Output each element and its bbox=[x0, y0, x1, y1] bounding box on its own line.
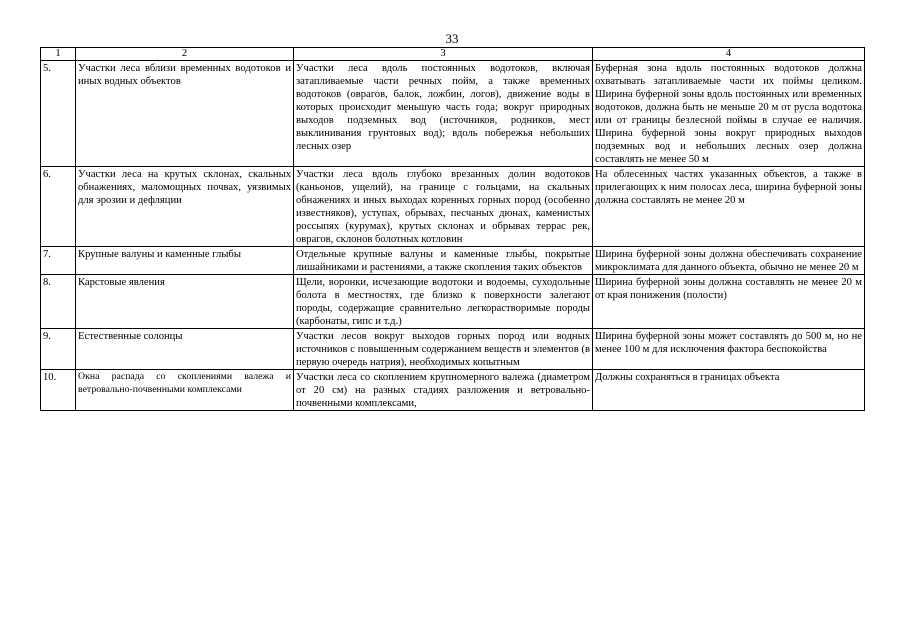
object-name: Участки леса на крутых склонах, скальных обнажениях, маломощных почвах, уязвимых для эрозии и дефляции bbox=[76, 167, 294, 247]
row-number: 10. bbox=[41, 370, 76, 411]
object-description: Участки леса со скоплением крупномерного валежа (диаметром от 20 см) на разных стадиях разложения и ветровально-почвенными комплексами, bbox=[294, 370, 593, 411]
page-number: 33 bbox=[445, 31, 459, 46]
object-name: Участки леса вблизи временных водотоков и иных водных объектов bbox=[76, 61, 294, 167]
table-header-row bbox=[41, 48, 865, 61]
object-name: Карстовые явления bbox=[76, 275, 294, 329]
object-name: Окна распада со скоплениями валежа и ветровально-почвенными комплексами bbox=[76, 370, 294, 411]
table-row bbox=[41, 61, 865, 167]
buffer-zone-requirement: Должны сохраняться в границах объекта bbox=[593, 370, 865, 411]
column-header-buffer: 4 bbox=[593, 48, 865, 61]
table-row bbox=[41, 275, 865, 329]
object-description: Участки леса вдоль постоянных водотоков, включая затапливаемые части речных пойм, а также временных водотоков (оврагов, балок, ложбин, логов), движение воды в которых происходит меньшую часть года; вокруг природных выходов подземных вод (источников, родников, мест выклинивания грунтовых вод); вдоль побережья небольших лесных озер bbox=[294, 61, 593, 167]
table-row bbox=[41, 329, 865, 370]
object-description: Участки лесов вокруг выходов горных пород или водных источников с повышенным содержанием веществ и элементов (в первую очередь натрия), необходимых копытным bbox=[294, 329, 593, 370]
object-description: Отдельные крупные валуны и каменные глыбы, покрытые лишайниками и растениями, а также скопления таких объектов bbox=[294, 247, 593, 275]
buffer-zone-requirement: Ширина буферной зоны может составлять до 500 м, но не менее 100 м для исключения фактора беспокойства bbox=[593, 329, 865, 370]
buffer-zone-requirement: Ширина буферной зоны должна составлять не менее 20 м от края понижения (полости) bbox=[593, 275, 865, 329]
column-header-object: 2 bbox=[76, 48, 294, 61]
object-description: Щели, воронки, исчезающие водотоки и водоемы, суходольные болота в местностях, где близко к поверхности залегают породы, содержащие сравнительно легкорастворимые породы (карбонаты, гипс и т.д.) bbox=[294, 275, 593, 329]
object-name: Естественные солонцы bbox=[76, 329, 294, 370]
table-row bbox=[41, 167, 865, 247]
row-number: 6. bbox=[41, 167, 76, 247]
column-header-number: 1 bbox=[41, 48, 76, 61]
row-number: 8. bbox=[41, 275, 76, 329]
row-number: 9. bbox=[41, 329, 76, 370]
object-description: Участки леса вдоль глубоко врезанных долин водотоков (каньонов, ущелий), на границе с гольцами, на скальных обнажениях и иных выходах коренных горных пород (особенно известняков), уступах, обрывах, песчаных дюнах, каменистых россыпях (курумах), крутых склонах и обрывах террас рек, оврагов, склонов болотных котловин bbox=[294, 167, 593, 247]
table-row bbox=[41, 370, 865, 411]
buffer-zone-requirement: На облесенных частях указанных объектов, а также в прилегающих к ним полосах леса, ширина буферной зоны должна составлять не менее 20 м bbox=[593, 167, 865, 247]
buffer-zone-table bbox=[40, 47, 865, 411]
table-row bbox=[41, 247, 865, 275]
column-header-description: 3 bbox=[294, 48, 593, 61]
buffer-zone-requirement: Буферная зона вдоль постоянных водотоков должна охватывать затапливаемые части их поймы целиком. Ширина буферной зоны вдоль постоянных или временных водотоков, должна быть не меньше 20 м от русла водотока или от границы безлесной поймы в случае ее наличия. Ширина буферной зоны вокруг природных выходов подземных вод и небольших лесных озер должна составлять не менее 50 м bbox=[593, 61, 865, 167]
row-number: 5. bbox=[41, 61, 76, 167]
row-number: 7. bbox=[41, 247, 76, 275]
buffer-zone-requirement: Ширина буферной зоны должна обеспечивать сохранение микроклимата для данного объекта, обычно не менее 20 м bbox=[593, 247, 865, 275]
object-name: Крупные валуны и каменные глыбы bbox=[76, 247, 294, 275]
